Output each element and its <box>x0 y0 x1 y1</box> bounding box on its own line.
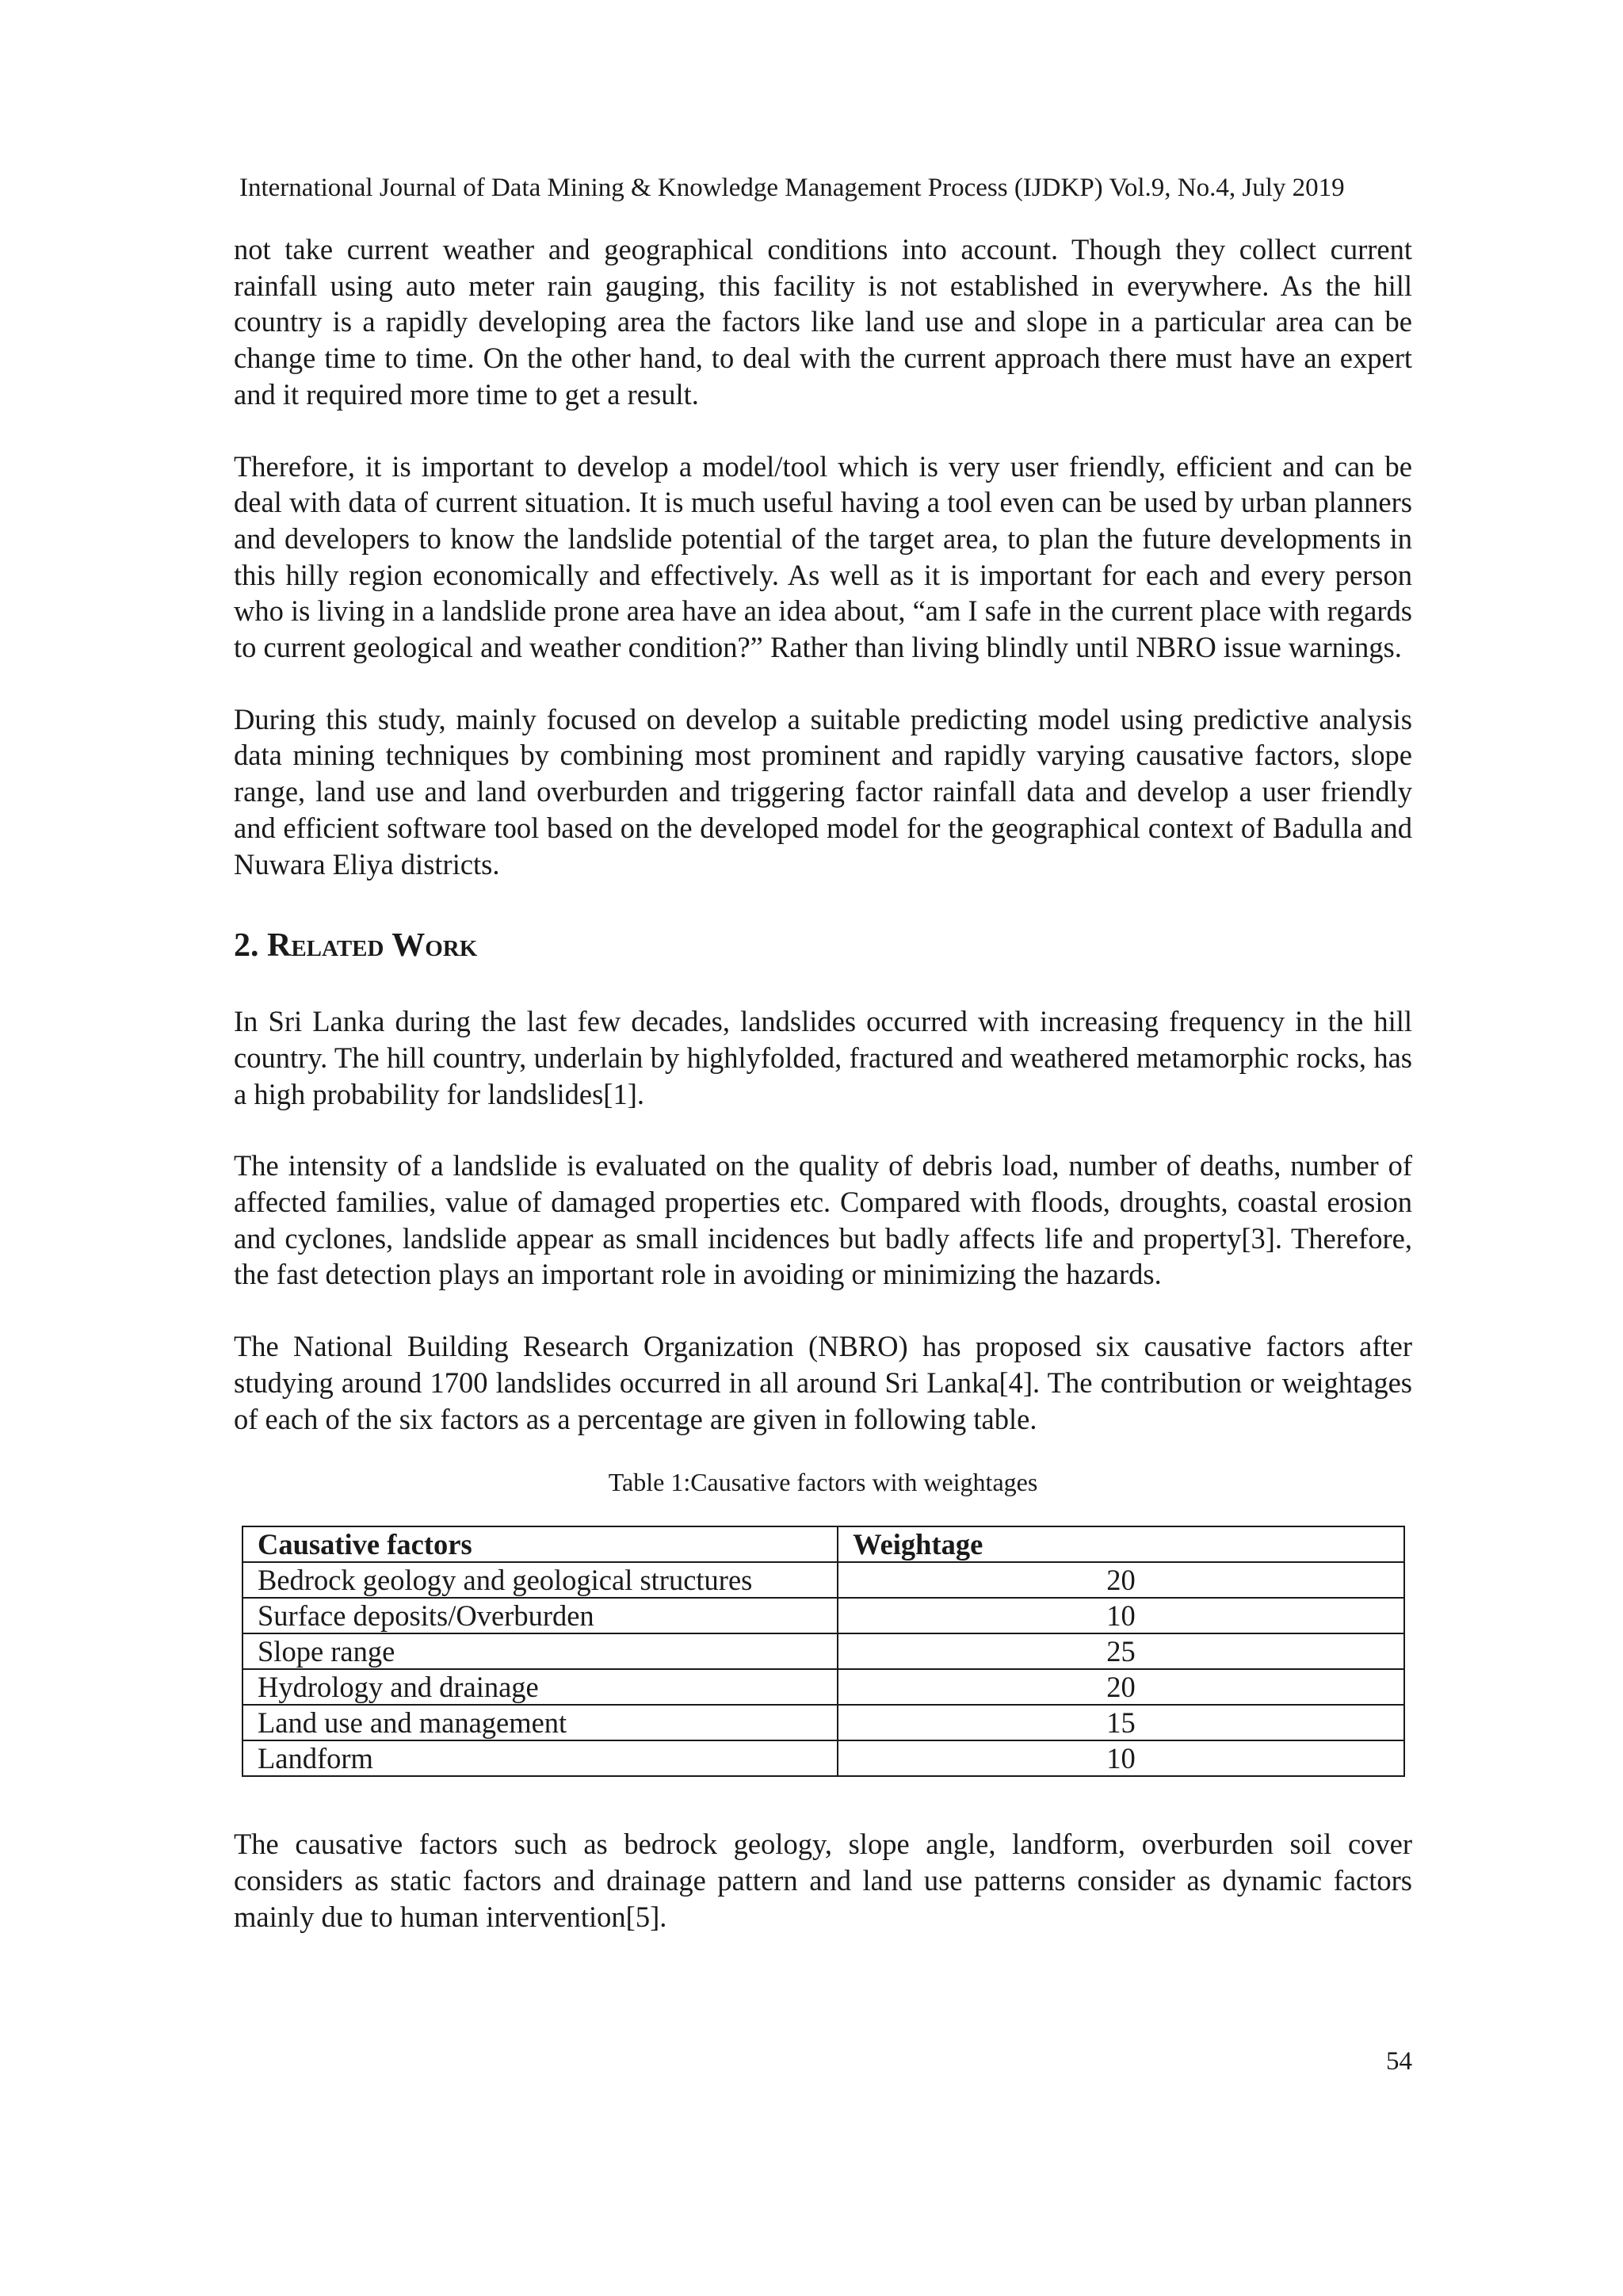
paragraph-5: The intensity of a landslide is evaluated on the quality of debris load, number of deaths, number of affected families, value of damaged properties etc. Compared with floods, droughts, coastal erosion and cyclones, landslide appear as small incidences but badly affects life and property[3]. Therefore, the fast detection plays an important role in avoiding or minimizing the hazards. <box>234 1149 1412 1291</box>
section-title-first-letter: R <box>267 927 292 965</box>
table-header-cell: Causative factors <box>242 1526 838 1562</box>
table-row <box>242 1598 1404 1633</box>
paragraph-4: In Sri Lanka during the last few decades, landslides occurred with increasing frequency in the hill country. The hill country, underlain by highlyfolded, fractured and weathered metamorphic rocks, has a high probability for landslides[1]. <box>234 1005 1412 1110</box>
table-row <box>242 1740 1404 1776</box>
paragraph-6: The National Building Research Organization (NBRO) has proposed six causative factors after studying around 1700 landslides occurred in all around Sri Lanka[4]. The contribution or weightages of each of the six factors as a percentage are given in following table. <box>234 1330 1412 1435</box>
table-caption: Table 1:Causative factors with weightages <box>608 1468 1038 1497</box>
factor-cell: Hydrology and drainage <box>242 1669 838 1705</box>
factor-cell: Land use and management <box>242 1705 838 1740</box>
section-title-first-rest: elated <box>291 927 384 965</box>
running-header: International Journal of Data Mining & Knowledge Management Process (IJDKP) Vol.9, No.4, July 2019 <box>239 174 1345 202</box>
causative-factors-table <box>242 1526 1405 1777</box>
paragraph-3: During this study, mainly focused on develop a suitable predicting model using predictive analysis data mining techniques by combining most prominent and rapidly varying causative factors, slope range, land use and land overburden and triggering factor rainfall data and develop a user friendly and efficient software tool based on the developed model for the geographical context of Badulla and Nuwara Eliya districts. <box>234 702 1412 881</box>
table-row <box>242 1705 1404 1740</box>
weightage-cell: 25 <box>838 1633 1404 1669</box>
section-title-second-rest: ork <box>425 927 478 965</box>
factor-cell: Landform <box>242 1740 838 1776</box>
table-header-row <box>242 1526 1404 1562</box>
weightage-cell: 20 <box>838 1669 1404 1705</box>
table-header-cell: Weightage <box>838 1526 1404 1562</box>
paragraph-2: Therefore, it is important to develop a model/tool which is very user friendly, efficient and can be deal with data of current situation. It is much useful having a tool even can be used by urban planners and developers to know the landslide potential of the target area, to plan the future developments in this hilly region economically and effectively. As well as it is important for each and every person who is living in a landslide prone area have an idea about, “am I safe in the current place with regards to current geological and weather condition?” Rather than living blindly until NBRO issue warnings. <box>234 449 1412 664</box>
body-text <box>234 231 1412 1935</box>
table-row <box>242 1562 1404 1598</box>
section-number: 2. <box>234 927 267 965</box>
paragraph-1: not take current weather and geographical conditions into account. Though they collect current rainfall using auto meter rain gauging, this facility is not established in everywhere. As the hill country is a rapidly developing area the factors like land use and slope in a particular area can be change time to time. On the other hand, to deal with the current approach there must have an expert and it required more time to get a result. <box>234 233 1412 411</box>
section-title-second-letter: W <box>391 927 426 965</box>
weightage-cell: 10 <box>838 1740 1404 1776</box>
weightage-cell: 20 <box>838 1562 1404 1598</box>
factor-cell: Surface deposits/Overburden <box>242 1598 838 1633</box>
table-row <box>242 1633 1404 1669</box>
factor-cell: Bedrock geology and geological structures <box>242 1562 838 1598</box>
weightage-cell: 15 <box>838 1705 1404 1740</box>
factor-cell: Slope range <box>242 1633 838 1669</box>
page-number: 54 <box>1386 2047 1412 2076</box>
table-row <box>242 1669 1404 1705</box>
weightage-cell: 10 <box>838 1598 1404 1633</box>
paragraph-7: The causative factors such as bedrock geology, slope angle, landform, overburden soil cover considers as static factors and drainage pattern and land use patterns consider as dynamic factors mainly due to human intervention[5]. <box>234 1828 1412 1933</box>
section-heading-related-work <box>234 925 1412 966</box>
